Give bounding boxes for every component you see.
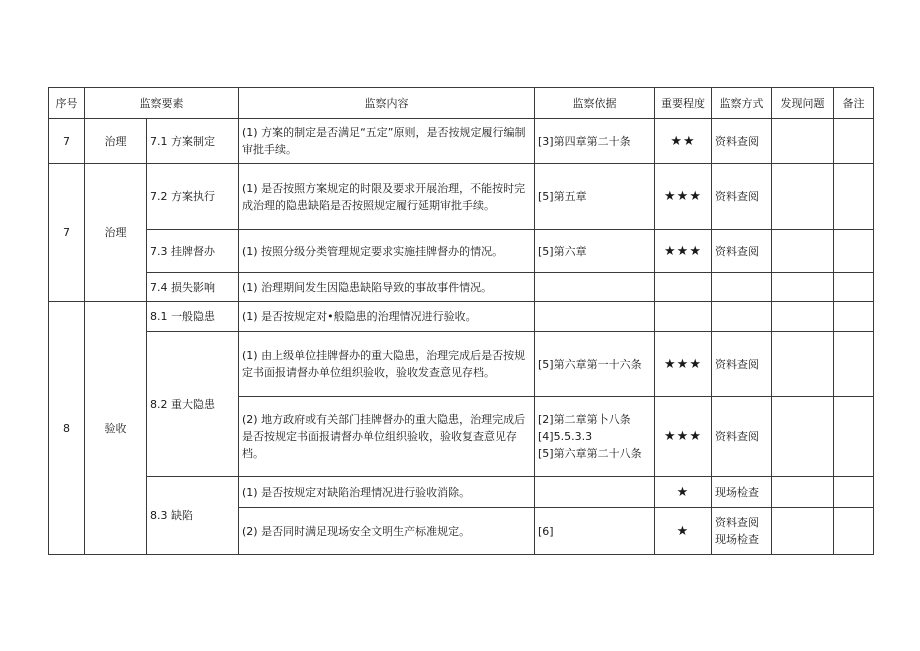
cell-category: 验收 bbox=[85, 302, 147, 555]
header-element: 监察要素 bbox=[85, 88, 239, 119]
header-content: 监察内容 bbox=[239, 88, 535, 119]
cell-basis: [6] bbox=[535, 508, 655, 555]
cell-remarks bbox=[834, 477, 874, 508]
header-seq: 序号 bbox=[49, 88, 85, 119]
table-row bbox=[49, 477, 874, 508]
cell-content: (2) 地方政府或有关部门挂牌督办的重大隐患，治理完成后是否按规定书面报请督办单位组织验收，验收复查意见存档。 bbox=[239, 397, 535, 477]
cell-content: (2) 是否同时满足现场安全文明生产标准规定。 bbox=[239, 508, 535, 555]
cell-basis: [5]第六章第一十六条 bbox=[535, 332, 655, 397]
cell-content: (1) 按照分级分类管理规定要求实施挂牌督办的情况。 bbox=[239, 230, 535, 273]
cell-method: 资料查阅 bbox=[712, 230, 772, 273]
cell-importance: ★ bbox=[655, 477, 712, 508]
cell-remarks bbox=[834, 397, 874, 477]
cell-content: (1) 是否按规定对缺陷治理情况进行验收消除。 bbox=[239, 477, 535, 508]
cell-basis: [5]第六章 bbox=[535, 230, 655, 273]
cell-seq: 7 bbox=[49, 164, 85, 302]
cell-sub-element: 7.4 损失影响 bbox=[147, 273, 239, 302]
cell-importance: ★★★ bbox=[655, 164, 712, 230]
cell-findings bbox=[772, 230, 834, 273]
cell-importance: ★ bbox=[655, 508, 712, 555]
cell-remarks bbox=[834, 230, 874, 273]
table-header-row bbox=[49, 88, 874, 119]
cell-sub-element: 7.2 方案执行 bbox=[147, 164, 239, 230]
cell-content: (1) 治理期间发生因隐患缺陷导致的事故事件情况。 bbox=[239, 273, 535, 302]
cell-content: (1) 由上级单位挂牌督办的重大隐患，治理完成后是否按规定书面报请督办单位组织验收，验收发查意见存档。 bbox=[239, 332, 535, 397]
cell-findings bbox=[772, 508, 834, 555]
cell-sub-element: 7.3 挂牌督办 bbox=[147, 230, 239, 273]
cell-remarks bbox=[834, 332, 874, 397]
cell-findings bbox=[772, 273, 834, 302]
cell-seq: 8 bbox=[49, 302, 85, 555]
cell-importance: ★★ bbox=[655, 119, 712, 164]
cell-basis bbox=[535, 273, 655, 302]
table-row bbox=[49, 332, 874, 397]
cell-method bbox=[712, 273, 772, 302]
cell-importance bbox=[655, 302, 712, 332]
cell-remarks bbox=[834, 273, 874, 302]
header-basis: 监察依据 bbox=[535, 88, 655, 119]
cell-sub-element: 8.3 缺陷 bbox=[147, 477, 239, 555]
cell-findings bbox=[772, 164, 834, 230]
table-row bbox=[49, 230, 874, 273]
cell-content: (1) 是否按规定对•般隐患的治理情况进行验收。 bbox=[239, 302, 535, 332]
cell-seq: 7 bbox=[49, 119, 85, 164]
cell-basis bbox=[535, 302, 655, 332]
inspection-table bbox=[48, 87, 874, 555]
header-importance: 重要程度 bbox=[655, 88, 712, 119]
cell-sub-element: 8.2 重大隐患 bbox=[147, 332, 239, 477]
cell-category: 治理 bbox=[85, 119, 147, 164]
cell-basis bbox=[535, 397, 655, 477]
cell-importance: ★★★ bbox=[655, 397, 712, 477]
cell-sub-element: 8.1 一般隐患 bbox=[147, 302, 239, 332]
cell-importance: ★★★ bbox=[655, 332, 712, 397]
table-row bbox=[49, 119, 874, 164]
cell-method: 资料查阅现场检查 bbox=[712, 508, 772, 555]
basis-line: [4]5.5.3.3 bbox=[538, 430, 593, 443]
cell-method: 资料查阅 bbox=[712, 397, 772, 477]
cell-basis: [5]第五章 bbox=[535, 164, 655, 230]
cell-basis bbox=[535, 477, 655, 508]
cell-method bbox=[712, 302, 772, 332]
cell-method: 资料查阅 bbox=[712, 332, 772, 397]
cell-importance: ★★★ bbox=[655, 230, 712, 273]
cell-findings bbox=[772, 302, 834, 332]
cell-basis: [3]第四章第二十条 bbox=[535, 119, 655, 164]
table-row bbox=[49, 302, 874, 332]
header-findings: 发现问题 bbox=[772, 88, 834, 119]
cell-findings bbox=[772, 477, 834, 508]
cell-remarks bbox=[834, 508, 874, 555]
cell-method: 资料查阅 bbox=[712, 164, 772, 230]
table-row bbox=[49, 273, 874, 302]
cell-importance bbox=[655, 273, 712, 302]
cell-category: 治理 bbox=[85, 164, 147, 302]
table-row bbox=[49, 164, 874, 230]
cell-content: (1) 方案的制定是否满足“五定”原则，是否按规定履行编制审批手续。 bbox=[239, 119, 535, 164]
cell-findings bbox=[772, 332, 834, 397]
cell-findings bbox=[772, 397, 834, 477]
header-remarks: 备注 bbox=[834, 88, 874, 119]
cell-remarks bbox=[834, 119, 874, 164]
cell-sub-element: 7.1 方案制定 bbox=[147, 119, 239, 164]
cell-findings bbox=[772, 119, 834, 164]
cell-remarks bbox=[834, 302, 874, 332]
header-method: 监察方式 bbox=[712, 88, 772, 119]
cell-method: 资料查阅 bbox=[712, 119, 772, 164]
cell-remarks bbox=[834, 164, 874, 230]
basis-line: [2]第二章第卜八条 bbox=[538, 413, 631, 426]
cell-method: 现场检查 bbox=[712, 477, 772, 508]
cell-content: (1) 是否按照方案规定的时限及要求开展治理，不能按时完成治理的隐患缺陷是否按照规定履行延期审批手续。 bbox=[239, 164, 535, 230]
basis-line: [5]第六章第二十八条 bbox=[538, 447, 642, 460]
